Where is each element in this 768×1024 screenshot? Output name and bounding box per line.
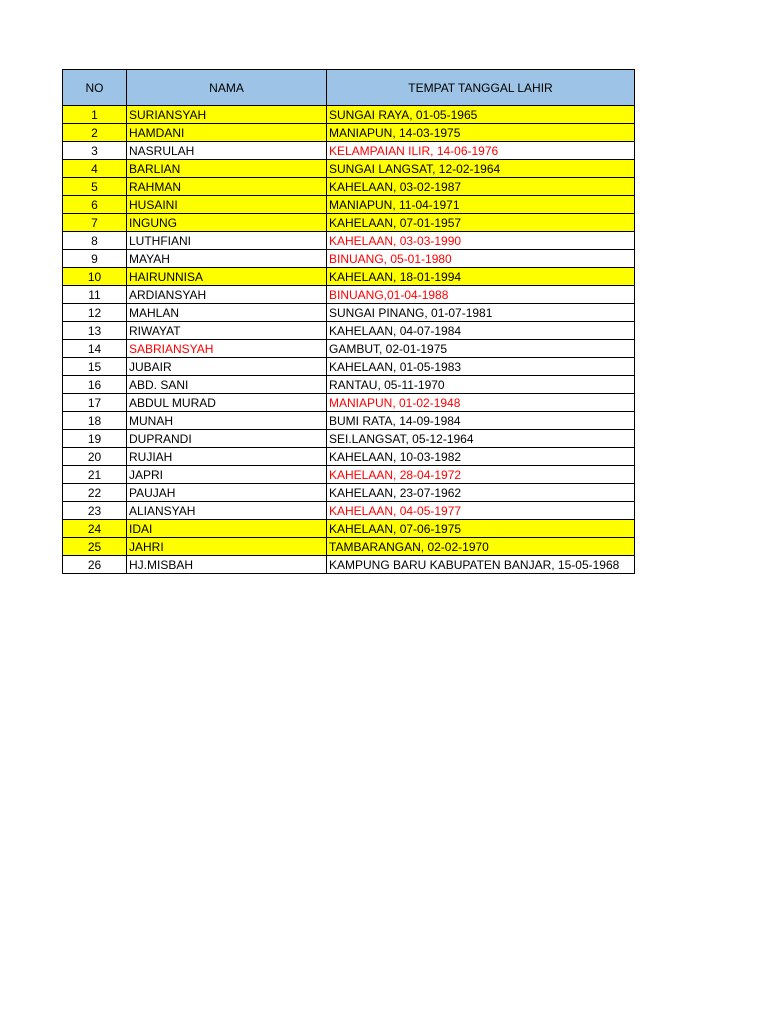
header-row	[63, 70, 635, 106]
cell-nama[interactable]: ABD. SANI	[127, 376, 327, 394]
table-row	[63, 502, 635, 520]
cell-nama[interactable]: MAHLAN	[127, 304, 327, 322]
table-row	[63, 520, 635, 538]
cell-no[interactable]: 2	[63, 124, 127, 142]
cell-no[interactable]: 9	[63, 250, 127, 268]
cell-tempat-tanggal-lahir[interactable]: KAHELAAN, 04-05-1977	[327, 502, 635, 520]
table-row	[63, 448, 635, 466]
cell-tempat-tanggal-lahir[interactable]: BINUANG,01-04-1988	[327, 286, 635, 304]
table-row	[63, 484, 635, 502]
cell-no[interactable]: 3	[63, 142, 127, 160]
cell-nama[interactable]: ARDIANSYAH	[127, 286, 327, 304]
cell-tempat-tanggal-lahir[interactable]: SUNGAI LANGSAT, 12-02-1964	[327, 160, 635, 178]
cell-no[interactable]: 11	[63, 286, 127, 304]
cell-nama[interactable]: PAUJAH	[127, 484, 327, 502]
table-row	[63, 142, 635, 160]
table-row	[63, 250, 635, 268]
cell-nama[interactable]: INGUNG	[127, 214, 327, 232]
cell-tempat-tanggal-lahir[interactable]: KAHELAAN, 28-04-1972	[327, 466, 635, 484]
cell-no[interactable]: 14	[63, 340, 127, 358]
cell-tempat-tanggal-lahir[interactable]: KAHELAAN, 23-07-1962	[327, 484, 635, 502]
table-row	[63, 106, 635, 124]
table-row	[63, 394, 635, 412]
header-tempat-tanggal-lahir[interactable]: TEMPAT TANGGAL LAHIR	[327, 70, 635, 106]
cell-no[interactable]: 15	[63, 358, 127, 376]
table-row	[63, 160, 635, 178]
table-row	[63, 286, 635, 304]
cell-no[interactable]: 4	[63, 160, 127, 178]
cell-no[interactable]: 23	[63, 502, 127, 520]
cell-no[interactable]: 26	[63, 556, 127, 574]
cell-no[interactable]: 12	[63, 304, 127, 322]
cell-nama[interactable]: DUPRANDI	[127, 430, 327, 448]
cell-no[interactable]: 18	[63, 412, 127, 430]
cell-no[interactable]: 24	[63, 520, 127, 538]
cell-no[interactable]: 10	[63, 268, 127, 286]
table-row	[63, 430, 635, 448]
cell-no[interactable]: 17	[63, 394, 127, 412]
header-nama[interactable]: NAMA	[127, 70, 327, 106]
table-row	[63, 538, 635, 556]
cell-tempat-tanggal-lahir[interactable]: KAHELAAN, 03-03-1990	[327, 232, 635, 250]
cell-tempat-tanggal-lahir[interactable]: MANIAPUN, 14-03-1975	[327, 124, 635, 142]
cell-tempat-tanggal-lahir[interactable]: BUMI RATA, 14-09-1984	[327, 412, 635, 430]
cell-no[interactable]: 21	[63, 466, 127, 484]
table-row	[63, 196, 635, 214]
cell-nama[interactable]: ABDUL MURAD	[127, 394, 327, 412]
cell-tempat-tanggal-lahir[interactable]: KAHELAAN, 07-06-1975	[327, 520, 635, 538]
cell-nama[interactable]: MUNAH	[127, 412, 327, 430]
cell-tempat-tanggal-lahir[interactable]: KAHELAAN, 04-07-1984	[327, 322, 635, 340]
table-body	[63, 106, 635, 574]
cell-no[interactable]: 13	[63, 322, 127, 340]
cell-tempat-tanggal-lahir[interactable]: TAMBARANGAN, 02-02-1970	[327, 538, 635, 556]
cell-nama[interactable]: SABRIANSYAH	[127, 340, 327, 358]
cell-no[interactable]: 22	[63, 484, 127, 502]
table-row	[63, 376, 635, 394]
cell-nama[interactable]: HJ.MISBAH	[127, 556, 327, 574]
table-row	[63, 466, 635, 484]
cell-tempat-tanggal-lahir[interactable]: MANIAPUN, 01-02-1948	[327, 394, 635, 412]
cell-no[interactable]: 7	[63, 214, 127, 232]
cell-tempat-tanggal-lahir[interactable]: KAHELAAN, 01-05-1983	[327, 358, 635, 376]
cell-nama[interactable]: ALIANSYAH	[127, 502, 327, 520]
cell-tempat-tanggal-lahir[interactable]: KAHELAAN, 07-01-1957	[327, 214, 635, 232]
cell-no[interactable]: 19	[63, 430, 127, 448]
cell-nama[interactable]: RIWAYAT	[127, 322, 327, 340]
cell-no[interactable]: 8	[63, 232, 127, 250]
cell-tempat-tanggal-lahir[interactable]: KAHELAAN, 10-03-1982	[327, 448, 635, 466]
header-no[interactable]: NO	[63, 70, 127, 106]
cell-no[interactable]: 1	[63, 106, 127, 124]
cell-nama[interactable]: MAYAH	[127, 250, 327, 268]
table-row	[63, 124, 635, 142]
cell-nama[interactable]: JAPRI	[127, 466, 327, 484]
cell-nama[interactable]: JAHRI	[127, 538, 327, 556]
cell-no[interactable]: 16	[63, 376, 127, 394]
cell-tempat-tanggal-lahir[interactable]: SUNGAI RAYA, 01-05-1965	[327, 106, 635, 124]
cell-tempat-tanggal-lahir[interactable]: RANTAU, 05-11-1970	[327, 376, 635, 394]
cell-tempat-tanggal-lahir[interactable]: KAHELAAN, 18-01-1994	[327, 268, 635, 286]
cell-tempat-tanggal-lahir[interactable]: SUNGAI PINANG, 01-07-1981	[327, 304, 635, 322]
cell-nama[interactable]: HUSAINI	[127, 196, 327, 214]
cell-tempat-tanggal-lahir[interactable]: KAHELAAN, 03-02-1987	[327, 178, 635, 196]
cell-nama[interactable]: NASRULAH	[127, 142, 327, 160]
cell-tempat-tanggal-lahir[interactable]: GAMBUT, 02-01-1975	[327, 340, 635, 358]
cell-nama[interactable]: LUTHFIANI	[127, 232, 327, 250]
cell-tempat-tanggal-lahir[interactable]: MANIAPUN, 11-04-1971	[327, 196, 635, 214]
table-row	[63, 556, 635, 574]
cell-nama[interactable]: JUBAIR	[127, 358, 327, 376]
cell-nama[interactable]: BARLIAN	[127, 160, 327, 178]
table-row	[63, 214, 635, 232]
table-row	[63, 358, 635, 376]
table-row	[63, 340, 635, 358]
cell-no[interactable]: 20	[63, 448, 127, 466]
table-row	[63, 178, 635, 196]
cell-nama[interactable]: HAIRUNNISA	[127, 268, 327, 286]
cell-nama[interactable]: IDAI	[127, 520, 327, 538]
cell-nama[interactable]: SURIANSYAH	[127, 106, 327, 124]
data-table	[62, 69, 635, 574]
cell-no[interactable]: 25	[63, 538, 127, 556]
table-row	[63, 232, 635, 250]
cell-tempat-tanggal-lahir[interactable]: KAMPUNG BARU KABUPATEN BANJAR, 15-05-1968	[327, 556, 635, 574]
cell-tempat-tanggal-lahir[interactable]: SEI.LANGSAT, 05-12-1964	[327, 430, 635, 448]
cell-nama[interactable]: RUJIAH	[127, 448, 327, 466]
table-row	[63, 268, 635, 286]
cell-tempat-tanggal-lahir[interactable]: BINUANG, 05-01-1980	[327, 250, 635, 268]
table-row	[63, 304, 635, 322]
cell-no[interactable]: 6	[63, 196, 127, 214]
table-row	[63, 322, 635, 340]
cell-tempat-tanggal-lahir[interactable]: KELAMPAIAN ILIR, 14-06-1976	[327, 142, 635, 160]
cell-nama[interactable]: RAHMAN	[127, 178, 327, 196]
cell-no[interactable]: 5	[63, 178, 127, 196]
cell-nama[interactable]: HAMDANI	[127, 124, 327, 142]
table-row	[63, 412, 635, 430]
